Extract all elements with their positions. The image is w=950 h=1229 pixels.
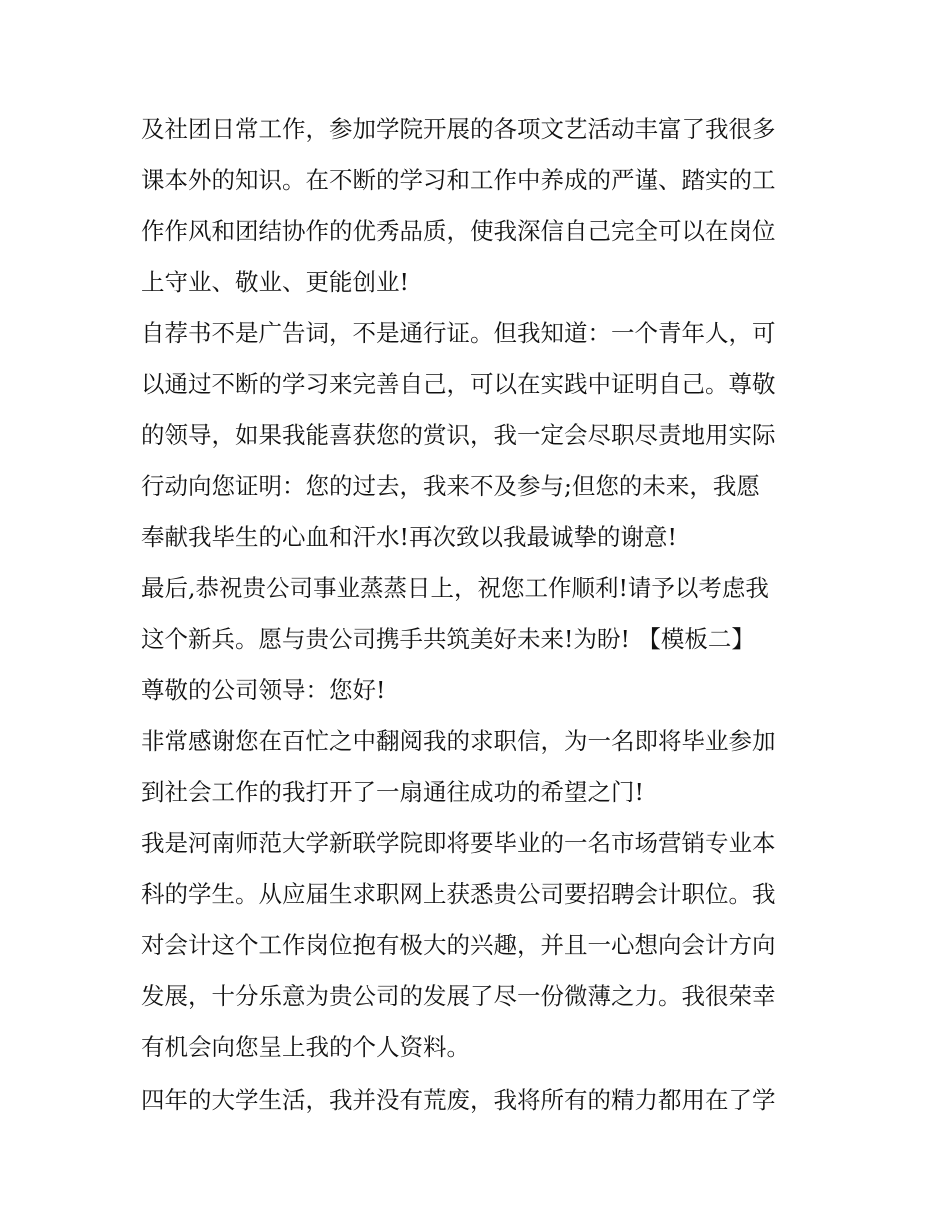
text-line: 非常感谢您在百忙之中翻阅我的求职信，为一名即将毕业参加 [141,727,776,755]
text-line: 奉献我毕生的心血和汗水!再次致以我最诚挚的谢意! [141,523,677,551]
document-body [141,104,821,1126]
text-line: 作作风和团结协作的优秀品质，使我深信自己完全可以在岗位 [141,217,776,245]
text-line: 这个新兵。愿与贵公司携手共筑美好未来!为盼! 【模板二】 [141,625,755,653]
text-line: 课本外的知识。在不断的学习和工作中养成的严谨、踏实的工 [141,166,776,194]
text-line: 对会计这个工作岗位抱有极大的兴趣，并且一心想向会计方向 [141,931,776,959]
text-line: 行动向您证明：您的过去，我来不及参与;但您的未来，我愿 [141,472,760,500]
text-line: 到社会工作的我打开了一扇通往成功的希望之门! [141,778,644,806]
text-line: 的领导，如果我能喜获您的赏识，我一定会尽职尽责地用实际 [141,421,776,449]
text-line: 以通过不断的学习来完善自己，可以在实践中证明自己。尊敬 [141,370,776,398]
text-line: 我是河南师范大学新联学院即将要毕业的一名市场营销专业本 [141,829,776,857]
text-line: 上守业、敬业、更能创业! [141,268,409,296]
text-line: 及社团日常工作，参加学院开展的各项文艺活动丰富了我很多 [141,115,776,143]
text-line: 尊敬的公司领导：您好! [141,676,386,704]
text-line: 科的学生。从应届生求职网上获悉贵公司要招聘会计职位。我 [141,880,776,908]
text-line: 有机会向您呈上我的个人资料。 [141,1033,470,1061]
text-line: 最后,恭祝贵公司事业蒸蒸日上，祝您工作顺利!请予以考虑我 [141,574,769,602]
text-line: 四年的大学生活，我并没有荒废，我将所有的精力都用在了学 [141,1086,776,1114]
text-line: 发展，十分乐意为贵公司的发展了尽一份微薄之力。我很荣幸 [141,982,776,1010]
text-line: 自荐书不是广告词，不是通行证。但我知道：一个青年人，可 [141,319,776,347]
